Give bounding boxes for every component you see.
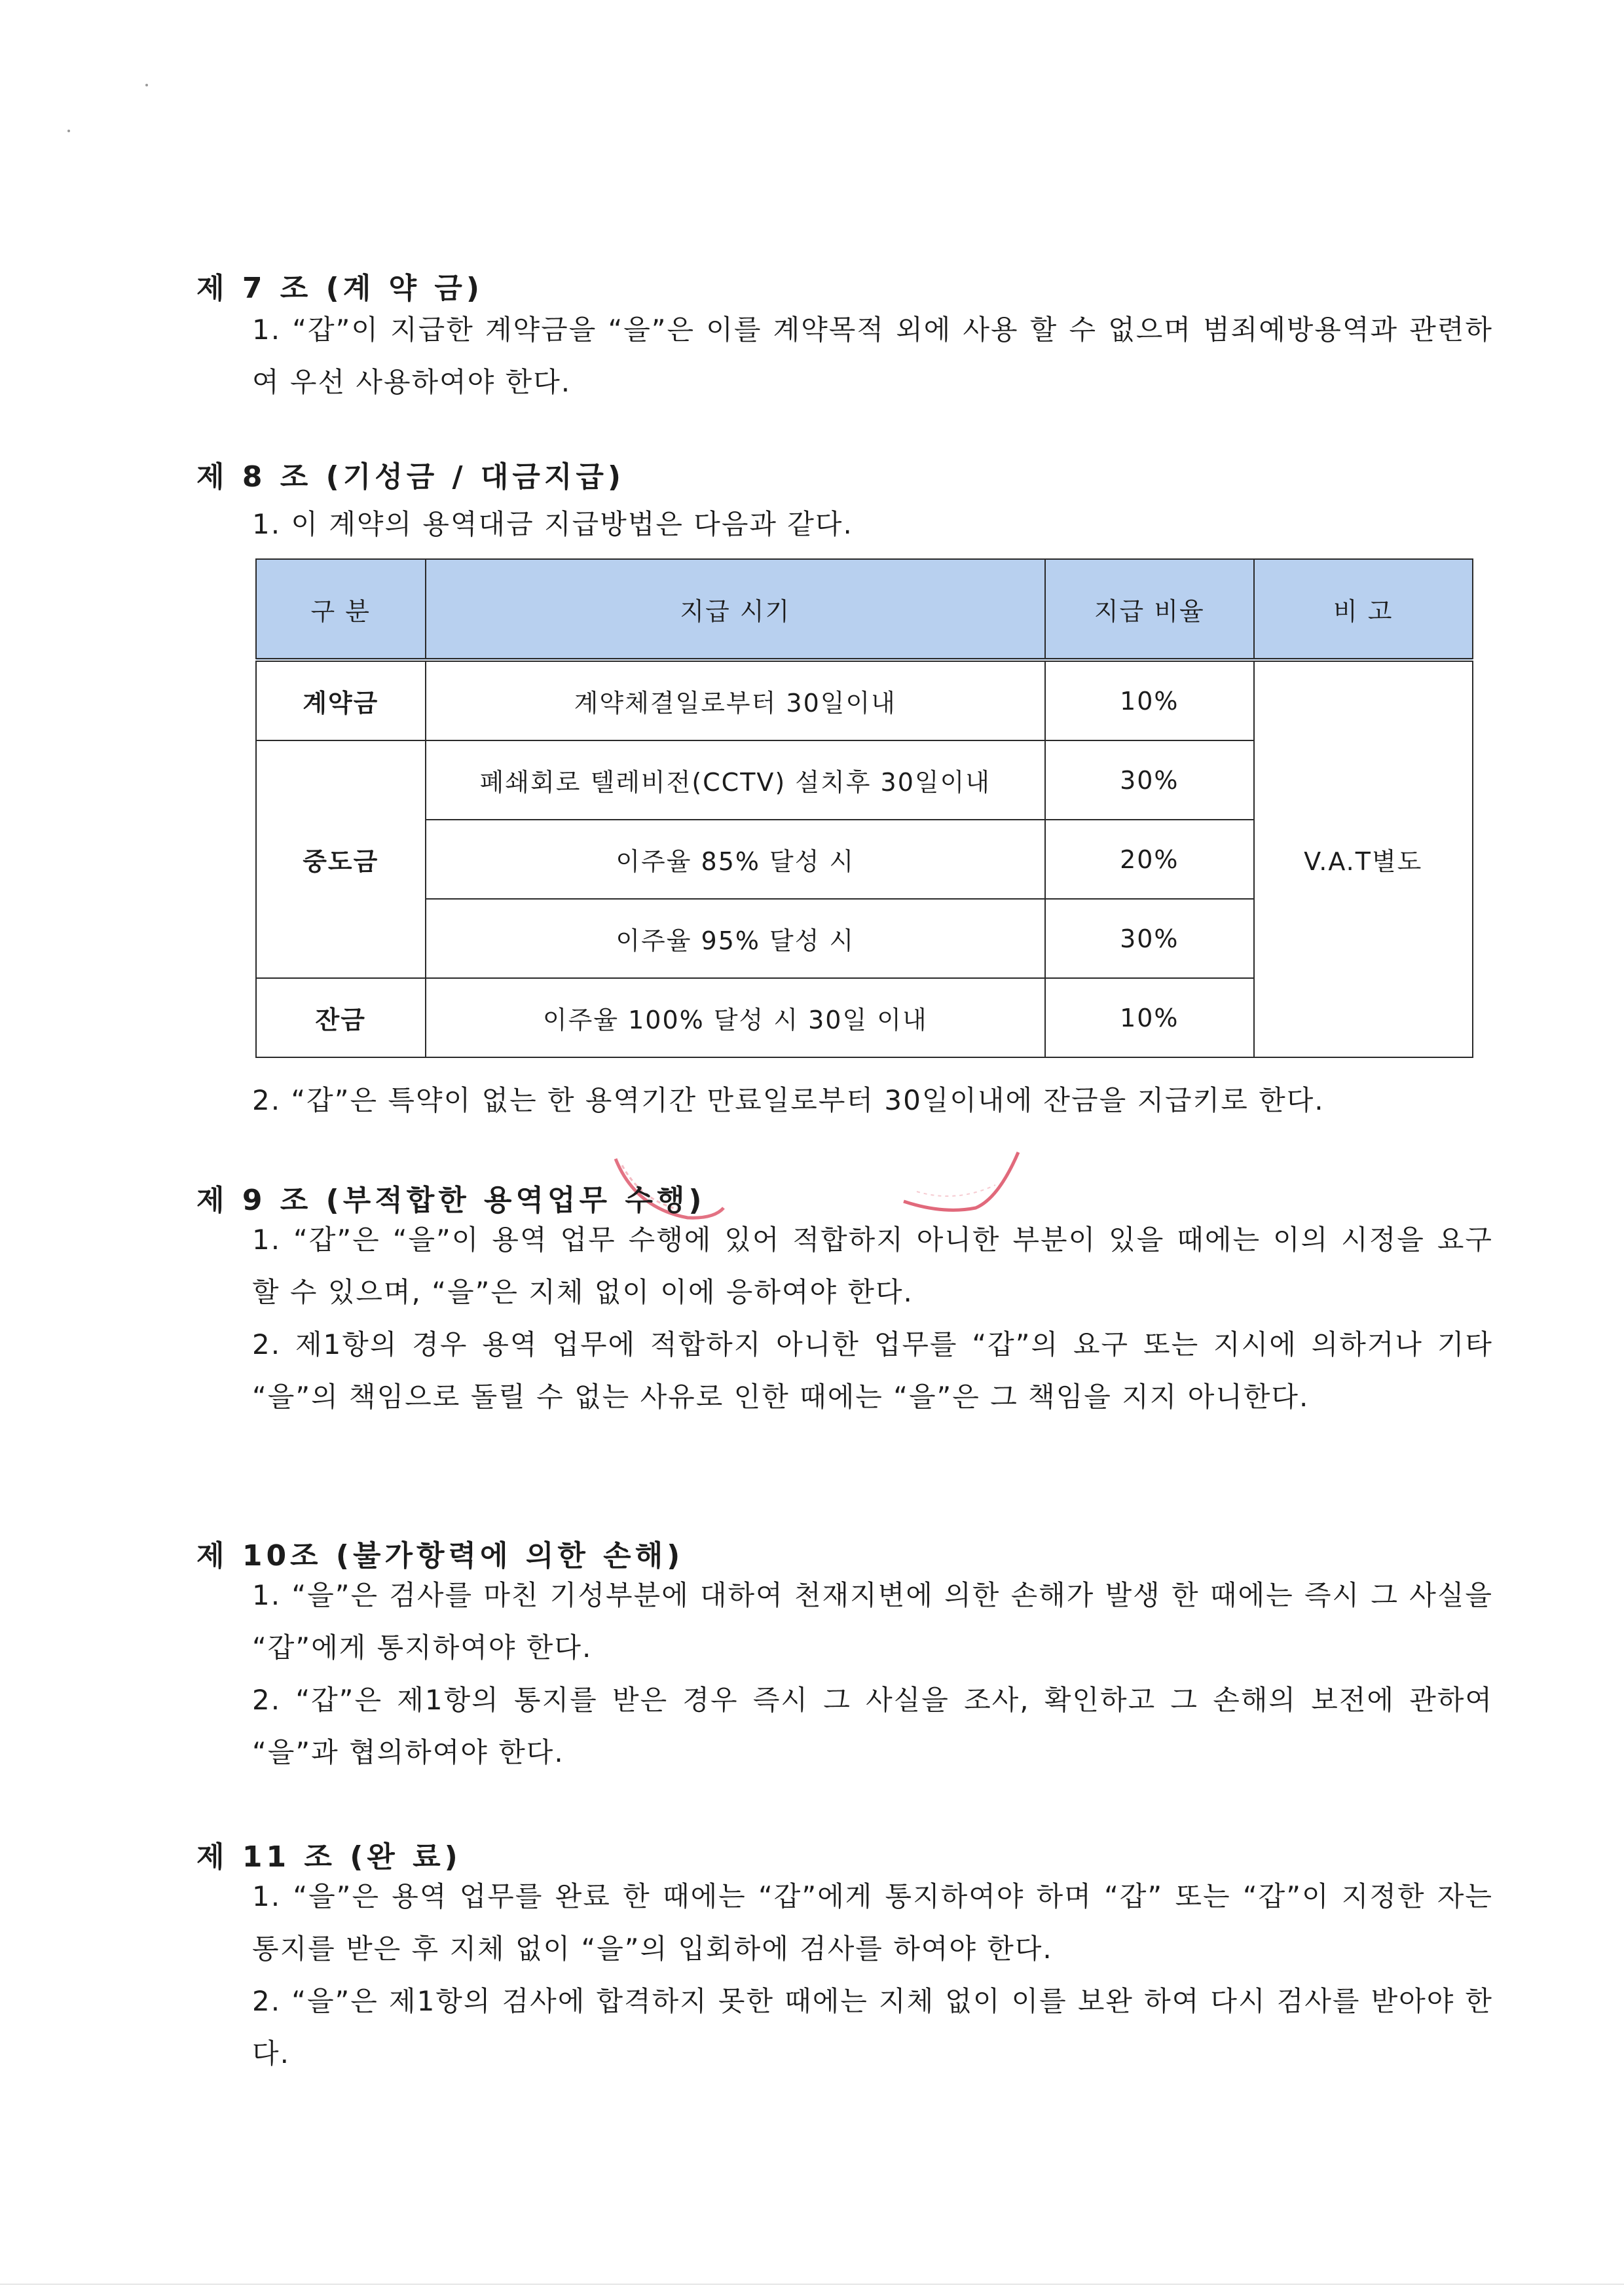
header-timing: 지급 시기 xyxy=(426,559,1046,660)
article-11-clause-2: 2. “을”은 제1항의 검사에 합격하지 못한 때에는 지체 없이 이를 보완 하여 다시 검사를 받아야 한다. xyxy=(252,1985,1493,2069)
article-8-clause-2: 2. “갑”은 특약이 없는 한 용역기간 만료일로부터 30일이내에 잔금을 지급키로 한다. xyxy=(252,1084,1325,1116)
article-9-heading: 제 9 조 (부적합한 용역업무 수행) xyxy=(196,1184,706,1217)
payment-schedule-table xyxy=(255,558,1473,1058)
row-ratio: 10% xyxy=(1045,978,1253,1057)
row-timing: 이주율 95% 달성 시 xyxy=(426,899,1046,978)
header-category: 구 분 xyxy=(256,559,426,660)
article-11-heading: 제 11 조 (완 료) xyxy=(196,1840,462,1874)
row-timing: 폐쇄회로 텔레비전(CCTV) 설치후 30일이내 xyxy=(426,740,1046,820)
article-10-clause-2: 2. “갑”은 제1항의 통지를 받은 경우 즉시 그 사실을 조사, 확인하고 그 손해의 보전에 관하여 “을”과 협의하여야 한다. xyxy=(252,1684,1493,1768)
header-ratio: 지급 비율 xyxy=(1045,559,1253,660)
row-timing: 이주율 100% 달성 시 30일 이내 xyxy=(426,978,1046,1057)
scan-edge-line xyxy=(0,2284,1624,2285)
article-7-heading: 제 7 조 (계 약 금) xyxy=(196,272,483,305)
article-10-heading: 제 10조 (불가항력에 의한 손해) xyxy=(196,1539,684,1573)
row-category: 계약금 xyxy=(256,660,426,740)
row-ratio: 20% xyxy=(1045,820,1253,899)
row-category: 중도금 xyxy=(256,740,426,978)
row-ratio: 30% xyxy=(1045,740,1253,820)
article-10-clause-1: 1. “을”은 검사를 마친 기성부분에 대하여 천재지변에 의한 손해가 발생 한 때에는 즉시 그 사실을 “갑”에게 통지하여야 한다. xyxy=(252,1579,1493,1664)
scan-speck xyxy=(145,84,148,86)
article-9-clause-1: 1. “갑”은 “을”이 용역 업무 수행에 있어 적합하지 아니한 부분이 있을 때에는 이의 시정을 요구 할 수 있으며, “을”은 지체 없이 이에 응하여야 한다. xyxy=(252,1224,1493,1308)
table-row xyxy=(256,660,1473,740)
note-cell: V.A.T별도 xyxy=(1254,660,1473,1057)
article-11-clause-1: 1. “을”은 용역 업무를 완료 한 때에는 “갑”에게 통지하여야 하며 “갑” 또는 “갑”이 지정한 자는 통지를 받은 후 지체 없이 “을”의 입회하에 검사를 하여야 한다. xyxy=(252,1880,1493,1965)
header-note: 비 고 xyxy=(1254,559,1473,660)
row-timing: 이주율 85% 달성 시 xyxy=(426,820,1046,899)
row-ratio: 30% xyxy=(1045,899,1253,978)
scan-speck xyxy=(67,130,70,132)
table-header-row xyxy=(256,559,1473,660)
row-ratio: 10% xyxy=(1045,660,1253,740)
article-8-clause-1: 1. 이 계약의 용역대금 지급방법은 다음과 같다. xyxy=(252,508,853,540)
article-7-clause-1: 1. “갑”이 지급한 계약금을 “을”은 이를 계약목적 외에 사용 할 수 없으며 범죄예방용역과 관련하여 우선 사용하여야 한다. xyxy=(252,314,1493,398)
row-timing: 계약체결일로부터 30일이내 xyxy=(426,660,1046,740)
row-category: 잔금 xyxy=(256,978,426,1057)
article-9-clause-2: 2. 제1항의 경우 용역 업무에 적합하지 아니한 업무를 “갑”의 요구 또는 지시에 의하거나 기타 “을”의 책임으로 돌릴 수 없는 사유로 인한 때에는 “을”은 그 책임을 지지 아니한다. xyxy=(252,1328,1493,1413)
article-8-heading: 제 8 조 (기성금 / 대금지급) xyxy=(196,460,625,494)
